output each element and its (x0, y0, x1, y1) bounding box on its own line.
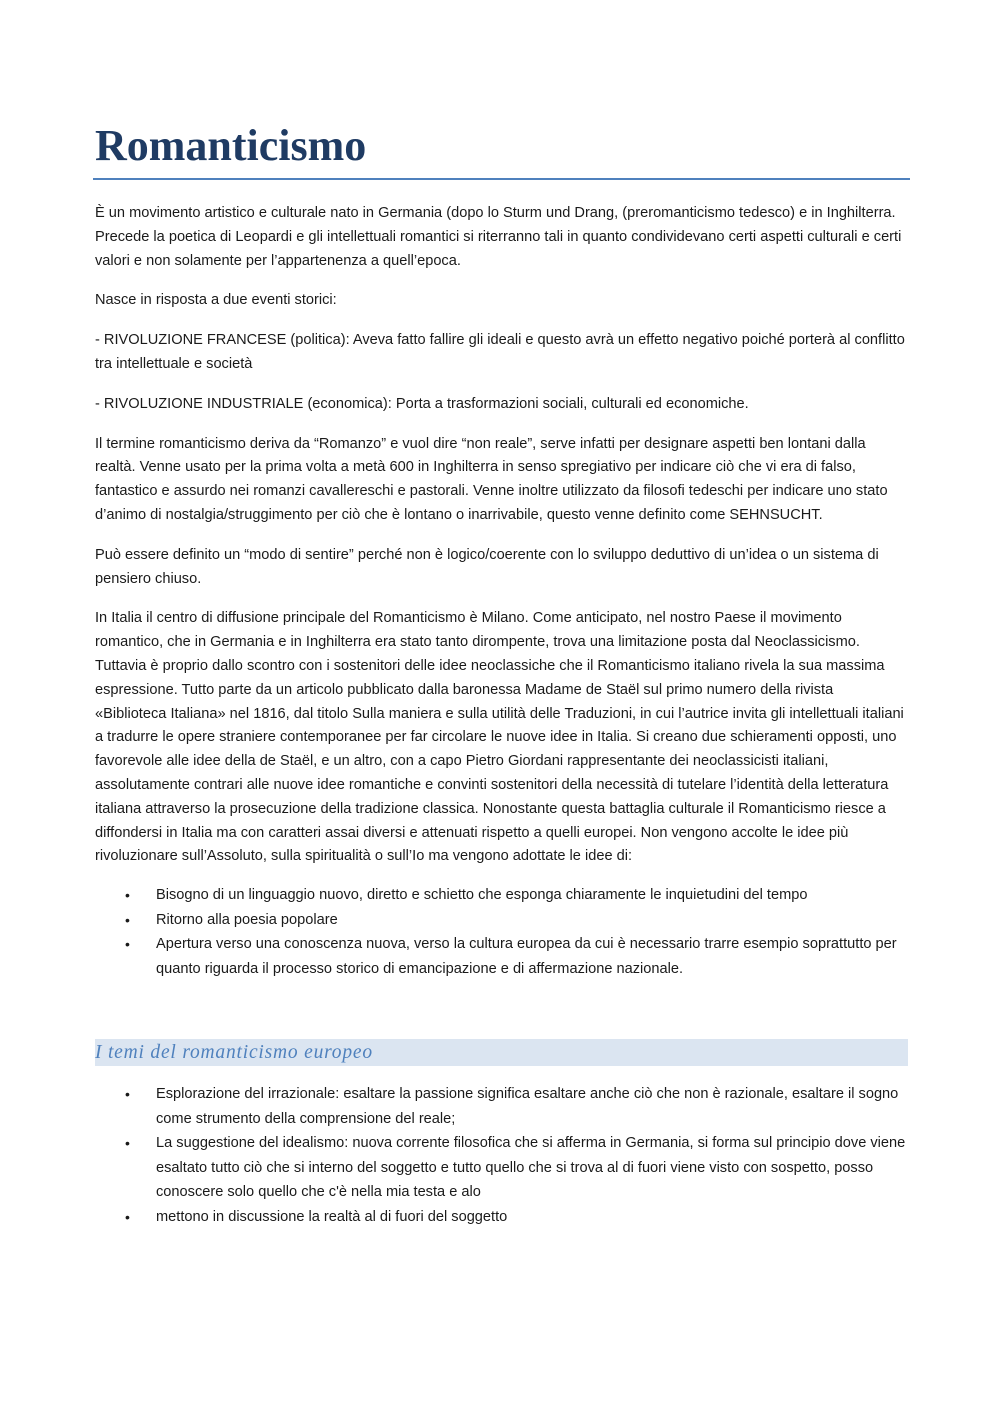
list-item (95, 1205, 908, 1230)
section-heading: I temi del romanticismo europeo (95, 1039, 908, 1066)
paragraph-term-origin: Il termine romanticismo deriva da “Romanzo” e vuol dire “non reale”, serve infatti per designare aspetti ben lontani dalla realtà. Venne usato per la prima volta a metà 600 in Inghilterra in senso spregiativo per indicare ciò che vi era di falso, fantastico e assurdo nei romanzi cavallereschi e pastorali. Venne inoltre utilizzato da filosofi tedeschi per indicare uno stato d’animo di nostalgia/struggimento per ciò che è lontano o inarrivabile, questo venne definito come SEHNSUCHT. (95, 435, 888, 523)
paragraph-italy: In Italia il centro di diffusione principale del Romanticismo è Milano. Come anticipato, nel nostro Paese il movimento romantico, che in Germania e in Inghilterra era stato tanto dirompente, trova una limitazione posta dal Neoclassicismo. Tuttavia è proprio dallo scontro con i sostenitori delle idee neoclassiche che il Romanticismo italiano rivela la sua massima espressione. Tutto parte da un articolo pubblicato dalla baronessa Madame de Staël sul primo numero della rivista «Biblioteca Italiana» nel 1816, dal titolo Sulla maniera e sulla utilità delle Traduzioni, in cui l’autrice invita gli intellettuali italiani a tradurre le opere straniere contemporanee per far circolare le nuove idee in Italia. Si creano due schieramenti opposti, uno favorevole alle idee della de Staël, e un altro, con a capo Pietro Giordani rappresentante dei neoclassicisti italiani, assolutamente contrari alle nuove idee romantiche e convinti sostenitori della necessità di tutelare l’identità della letteratura italiana attraverso la prosecuzione della tradizione classica. Nonostante questa battaglia culturale il Romanticismo riesce a diffondersi in Italia ma con caratteri assai diversi e attenuati rispetto a quelli europei. Non vengono accolte le idee più rivoluzionare sull’Assoluto, sulla spiritualità o sull’Io ma vengono adottate le idee di: (95, 610, 904, 865)
bullet-icon: • (125, 1208, 130, 1225)
list-item-text: mettono in discussione la realtà al di fuori del soggetto (156, 1208, 508, 1225)
list-item (95, 1082, 908, 1131)
bullet-icon: • (125, 887, 130, 904)
list-item-text: Bisogno di un linguaggio nuovo, diretto e schietto che esponga chiaramente le inquietudini del tempo (156, 887, 808, 904)
list-item-text: La suggestione del idealismo: nuova corrente filosofica che si afferma in Germania, si forma sul principio dove viene esaltato tutto ciò che si interno del soggetto e tutto quello che si trova al di fuori viene visto con sospetto, posso conoscere solo quello che c'è nella mia testa e alo (156, 1135, 906, 1201)
list-item (95, 1131, 908, 1205)
paragraph-historical-events: Nasce in risposta a due eventi storici: (95, 292, 337, 309)
list-item-text: Apertura verso una conoscenza nuova, verso la cultura europea da cui è necessario trarre esempio soprattutto per quanto riguarda il processo storico di emancipazione e di affermazione nazionale. (156, 936, 897, 977)
themes-list (95, 1082, 908, 1229)
list-item (95, 932, 908, 981)
list-item (95, 883, 908, 908)
paragraph-french-revolution: - RIVOLUZIONE FRANCESE (politica): Aveva fatto fallire gli ideali e questo avrà un effetto negativo poiché porterà al conflitto tra intellettuale e società (95, 332, 905, 372)
document-title: Romanticismo (95, 121, 367, 170)
bullet-icon: • (125, 911, 130, 928)
ideas-list (95, 883, 908, 981)
bullet-icon: • (125, 1086, 130, 1103)
list-item-text: Ritorno alla poesia popolare (156, 911, 338, 928)
list-item-text: Esplorazione del irrazionale: esaltare la passione significa esaltare anche ciò che non è razionale, esaltare il sogno come strumento della comprensione del reale; (156, 1086, 899, 1127)
bullet-icon: • (125, 1135, 130, 1152)
title-underline (93, 178, 910, 180)
paragraph-way-of-feeling: Può essere definito un “modo di sentire” perché non è logico/coerente con lo sviluppo deduttivo di un’idea o un sistema di pensiero chiuso. (95, 546, 879, 587)
paragraph-intro: È un movimento artistico e culturale nato in Germania (dopo lo Sturm und Drang, (preromanticismo tedesco) e in Inghilterra. Precede la poetica di Leopardi e gli intellettuali romantici si riterranno tali in quanto condividevano certi aspetti culturali e certi valori e non solamente per l’appartenenza a quell’epoca. (95, 205, 902, 269)
paragraph-industrial-revolution: - RIVOLUZIONE INDUSTRIALE (economica): Porta a trasformazioni sociali, culturali ed economiche. (95, 395, 749, 412)
bullet-icon: • (125, 936, 130, 953)
document-page (95, 118, 908, 1229)
list-item (95, 908, 908, 933)
